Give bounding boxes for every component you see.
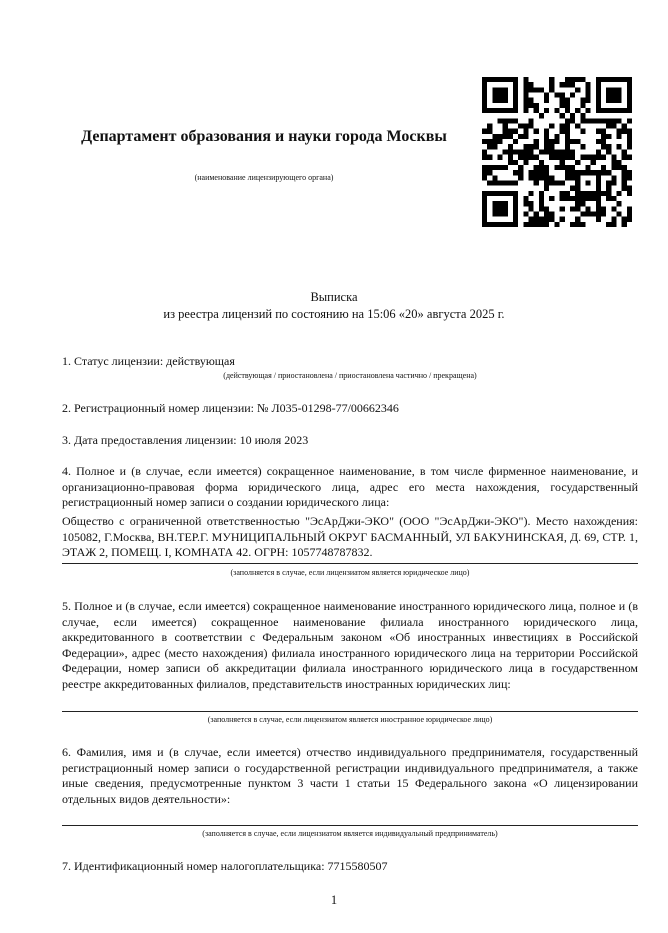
page-number: 1 [330,893,338,907]
license-status: 1. Статус лицензии: действующая [62,354,235,368]
document-title: Выписка [310,290,358,304]
legal-entity-caption: (заполняется в случае, если лицензиатом является юридическое лицо) [230,568,470,577]
license-status-caption: (действующая / приостановлена / приостановлена частично / прекращена) [223,371,477,380]
licensing-authority-caption: (наименование лицензирующего органа) [194,173,334,182]
foreign-entity-divider [62,711,638,712]
license-date: 3. Дата предоставления лицензии: 10 июля 2023 [62,433,309,447]
taxpayer-id: 7. Идентификационный номер налогоплательщика: 7715580507 [62,859,388,873]
legal-entity-value: Общество с ограниченной ответственностью "ЭсАрДжи-ЭКО" (ООО "ЭсАрДжи-ЭКО"). Место нахождения: 105082, Г.Москва, ВН.ТЕР.Г. МУНИЦИПАЛЬНЫЙ ОКРУГ БАСМАННЫЙ, УЛ БАКУНИНСКАЯ, Д. 69, СТР. 1, ЭТАЖ 2, ПОМЕЩ. I, КОМНАТА 42. ОГРН: 1057748787832. [62,514,638,559]
legal-entity-heading: 4. Полное и (в случае, если имеется) сокращенное наименование, в том числе фирменное наименование, и организационно-правовая форма юридического лица, адрес его места нахождения, государственный регистрационный номер записи о создании юридического лица: [62,464,638,509]
foreign-entity-heading: 5. Полное и (в случае, если имеется) сокращенное наименование иностранного юридического лица, полное и (в случае, если имеется) сокращенное наименование филиала иностранного юридического лица, аккредитованного в соответствии с Федеральным законом «Об иностранных инвестициях в Российской Федерации», адрес (место нахождения) филиала иностранного юридического лица на территории Российской Федерации, номер записи об аккредитации филиала иностранного юридического лица в государственном реестре аккредитованных филиалов, представительств иностранных юридических лиц: [62,599,638,691]
document-subtitle: из реестра лицензий по состоянию на 15:06 «20» августа 2025 г. [163,307,505,321]
entrepreneur-heading: 6. Фамилия, имя и (в случае, если имеется) отчество индивидуального предпринимателя, государственный регистрационный номер записи о государственной регистрации индивидуального предпринимателя, а также иные сведения, предусмотренные пунктом 3 части 1 статьи 15 Федерального закона «О лицензировании отдельных видов деятельности»: [62,745,638,806]
registration-number: 2. Регистрационный номер лицензии: № Л035-01298-77/00662346 [62,401,399,415]
qr-code-icon [482,77,632,227]
legal-entity-divider [62,563,638,564]
foreign-entity-caption: (заполняется в случае, если лицензиатом является иностранное юридическое лицо) [207,715,493,724]
entrepreneur-divider [62,825,638,826]
entrepreneur-caption: (заполняется в случае, если лицензиатом является индивидуальный предприниматель) [202,829,498,838]
licensing-authority-name: Департамент образования и науки города Москвы [81,128,447,145]
